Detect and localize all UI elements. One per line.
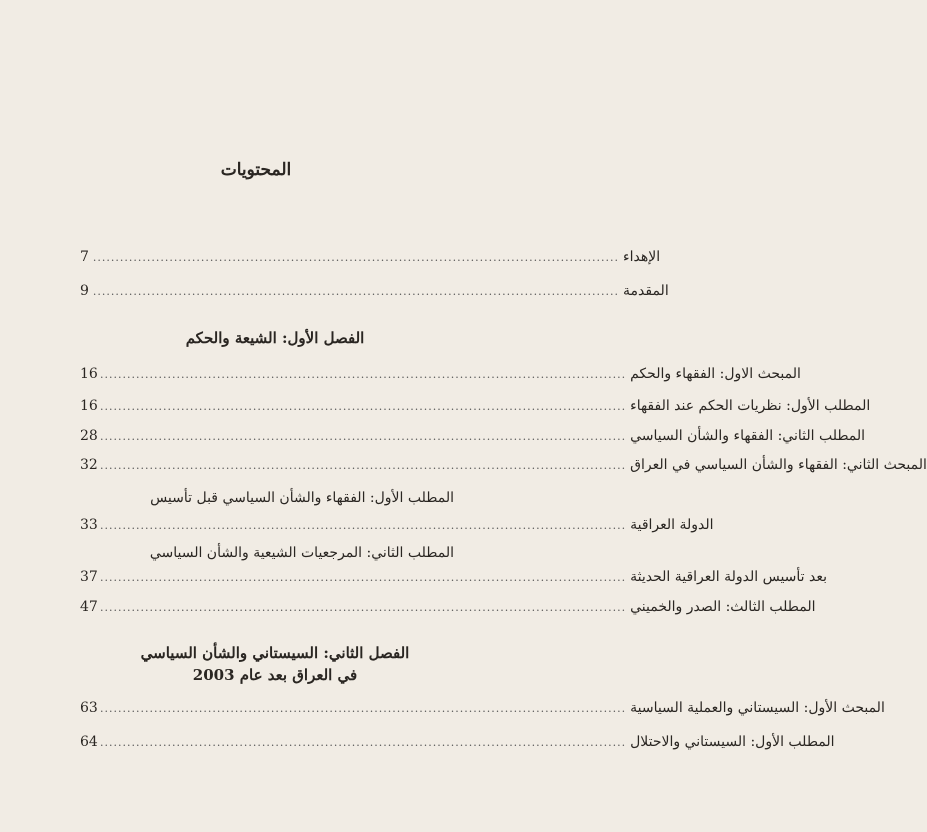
toc-entry[interactable] [80, 697, 885, 719]
page-number: 9 [80, 283, 89, 299]
toc-entry[interactable] [80, 731, 835, 753]
page-number: 33 [80, 517, 98, 533]
page-number: 63 [80, 700, 98, 716]
entry-title: المطلب الثاني: الفقهاء والشأن السياسي [630, 428, 866, 444]
page-number: 47 [80, 599, 98, 615]
toc-entry[interactable] [80, 280, 669, 302]
chapter-heading: الفصل الثاني: السيستاني والشأن السياسي [140, 644, 410, 662]
page-number: 7 [80, 249, 89, 265]
page-title: المحتويات [220, 160, 292, 180]
page-number: 37 [80, 569, 98, 585]
dot-leader: ..................................................................................................................... [100, 430, 627, 443]
entry-title: الدولة العراقية [630, 517, 714, 533]
toc-entry[interactable] [80, 514, 714, 536]
dot-leader: ..................................................................................................................... [92, 251, 620, 264]
page-number: 32 [80, 457, 98, 473]
entry-title: المطلب الثالث: الصدر والخميني [630, 599, 816, 615]
entry-title-line: المطلب الأول: الفقهاء والشأن السياسي قبل تأسيس [150, 490, 454, 506]
toc-entry[interactable] [80, 596, 816, 618]
page-number: 28 [80, 428, 98, 444]
dot-leader: ..................................................................................................................... [92, 285, 620, 298]
entry-title: المبحث الثاني: الفقهاء والشأن السياسي في العراق [630, 457, 927, 473]
toc-entry[interactable] [80, 363, 801, 385]
toc-entry[interactable] [80, 246, 661, 268]
dot-leader: ..................................................................................................................... [100, 400, 627, 413]
entry-title: الإهداء [623, 249, 661, 265]
page-number: 64 [80, 734, 98, 750]
dot-leader: ..................................................................................................................... [100, 702, 627, 715]
entry-title: المطلب الأول: نظريات الحكم عند الفقهاء [630, 398, 871, 414]
entry-title: بعد تأسيس الدولة العراقية الحديثة [630, 569, 828, 585]
entry-title: المبحث الأول: السيستاني والعملية السياسية [630, 700, 885, 716]
dot-leader: ..................................................................................................................... [100, 519, 627, 532]
page-number: 16 [80, 366, 98, 382]
chapter-heading-line2: في العراق بعد عام 2003 [192, 666, 358, 684]
toc-entry[interactable] [80, 566, 828, 588]
chapter-heading: الفصل الأول: الشيعة والحكم [185, 329, 365, 347]
dot-leader: ..................................................................................................................... [100, 601, 627, 614]
toc-entry[interactable] [80, 395, 871, 417]
toc-entry[interactable] [80, 425, 866, 447]
page-number: 16 [80, 398, 98, 414]
entry-title: المطلب الأول: السيستاني والاحتلال [630, 734, 835, 750]
dot-leader: ..................................................................................................................... [100, 459, 627, 472]
entry-title: المبحث الاول: الفقهاء والحكم [630, 366, 801, 382]
entry-title: المقدمة [623, 283, 669, 299]
dot-leader: ..................................................................................................................... [100, 368, 627, 381]
dot-leader: ..................................................................................................................... [100, 736, 627, 749]
dot-leader: ..................................................................................................................... [100, 571, 627, 584]
entry-title-line: المطلب الثاني: المرجعيات الشيعية والشأن السياسي [149, 545, 454, 561]
toc-entry[interactable] [80, 454, 927, 476]
